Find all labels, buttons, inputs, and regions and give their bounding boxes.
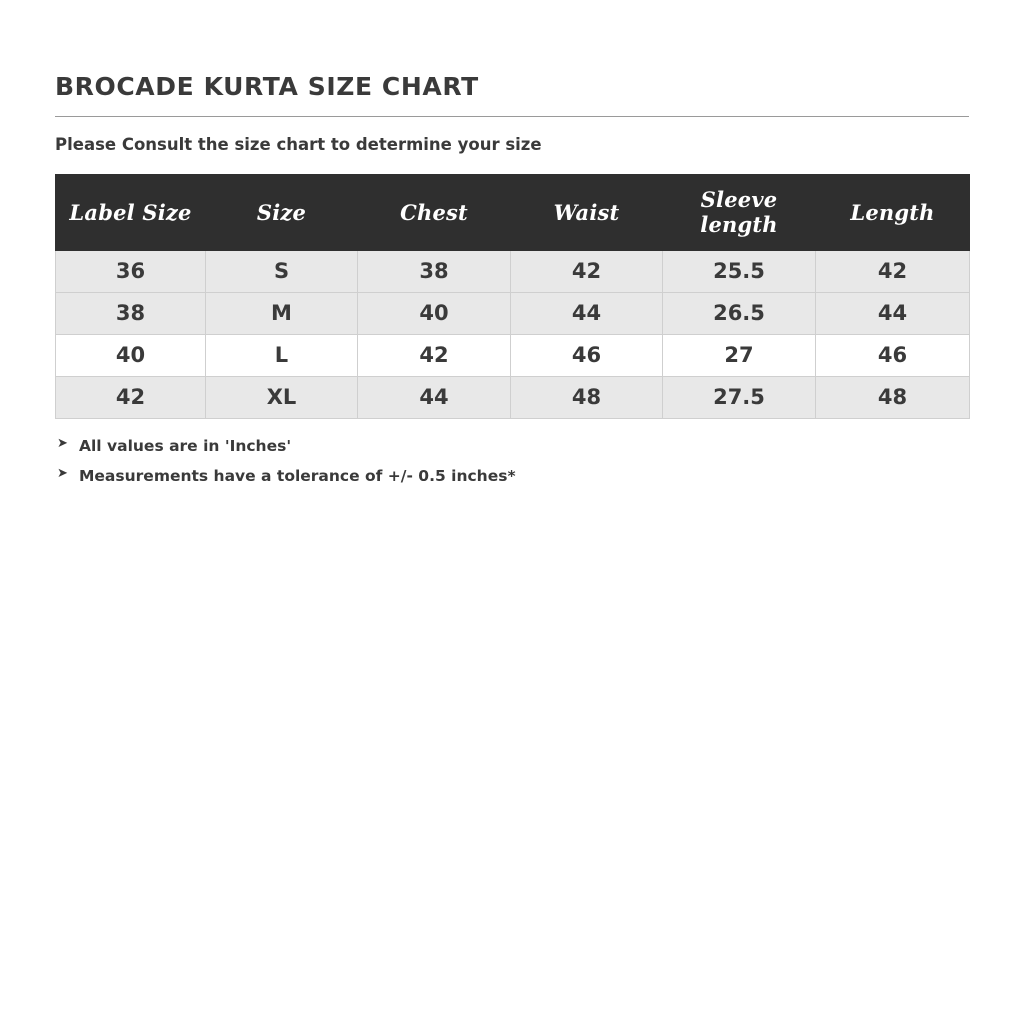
column-header-size: Size bbox=[206, 175, 358, 251]
page-subtitle: Please Consult the size chart to determine your size bbox=[55, 135, 542, 154]
cell-chest: 38 bbox=[358, 251, 511, 293]
cell-waist: 46 bbox=[511, 335, 663, 377]
page-title: BROCADE KURTA SIZE CHART bbox=[55, 72, 479, 101]
table-row bbox=[56, 377, 970, 419]
title-divider bbox=[55, 116, 969, 117]
cell-size: S bbox=[206, 251, 358, 293]
notes-list bbox=[55, 435, 969, 488]
cell-length: 42 bbox=[816, 251, 970, 293]
note-text: All values are in 'Inches' bbox=[79, 437, 292, 455]
column-header-chest: Chest bbox=[358, 175, 511, 251]
cell-waist: 44 bbox=[511, 293, 663, 335]
cell-size: L bbox=[206, 335, 358, 377]
cell-sleeve-length: 27 bbox=[663, 335, 816, 377]
cell-size: M bbox=[206, 293, 358, 335]
cell-chest: 44 bbox=[358, 377, 511, 419]
table-row bbox=[56, 335, 970, 377]
arrow-bullet-icon: ➤ bbox=[57, 436, 68, 451]
column-header-length: Length bbox=[816, 175, 970, 251]
cell-sleeve-length: 26.5 bbox=[663, 293, 816, 335]
cell-waist: 42 bbox=[511, 251, 663, 293]
note-item bbox=[55, 465, 969, 487]
cell-size: XL bbox=[206, 377, 358, 419]
arrow-bullet-icon: ➤ bbox=[57, 466, 68, 482]
cell-length: 44 bbox=[816, 293, 970, 335]
cell-label-size: 38 bbox=[56, 293, 206, 335]
column-header-waist: Waist bbox=[511, 175, 663, 251]
table-row bbox=[56, 251, 970, 293]
table-header-row bbox=[56, 175, 970, 251]
cell-sleeve-length: 27.5 bbox=[663, 377, 816, 419]
table-body bbox=[56, 251, 970, 419]
column-header-sleeve-length: Sleeve length bbox=[663, 175, 816, 251]
cell-label-size: 36 bbox=[56, 251, 206, 293]
cell-label-size: 40 bbox=[56, 335, 206, 377]
cell-length: 48 bbox=[816, 377, 970, 419]
note-text: Measurements have a tolerance of +/- 0.5 inches* bbox=[79, 467, 516, 486]
cell-waist: 48 bbox=[511, 377, 663, 419]
size-chart-table bbox=[55, 174, 970, 419]
cell-chest: 42 bbox=[358, 335, 511, 377]
cell-label-size: 42 bbox=[56, 377, 206, 419]
table-header bbox=[56, 175, 970, 251]
note-item bbox=[55, 435, 969, 457]
cell-chest: 40 bbox=[358, 293, 511, 335]
cell-length: 46 bbox=[816, 335, 970, 377]
table-row bbox=[56, 293, 970, 335]
column-header-label-size: Label Size bbox=[56, 175, 206, 251]
cell-sleeve-length: 25.5 bbox=[663, 251, 816, 293]
